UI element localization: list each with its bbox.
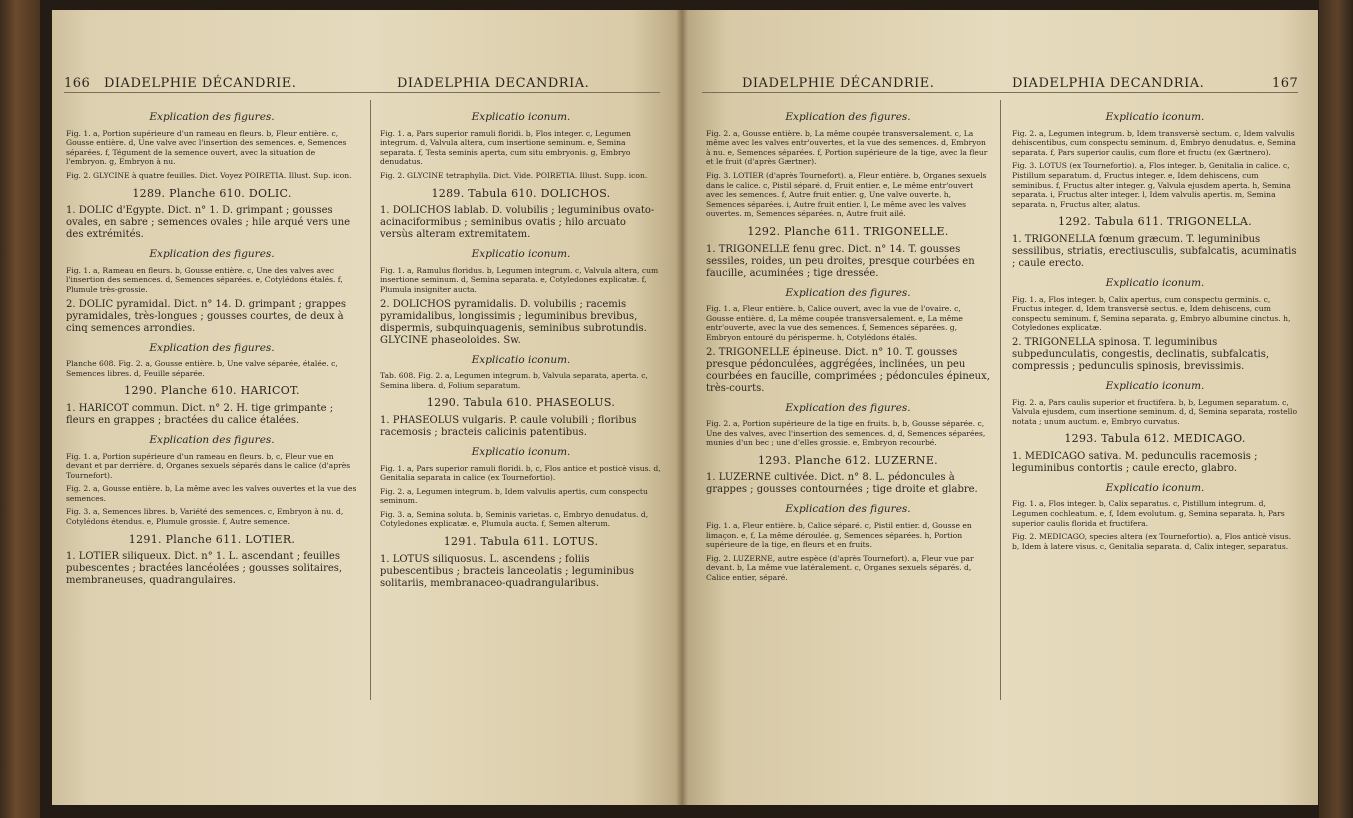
section-heading: 1289. Tabula 610. DOLICHOS. xyxy=(431,186,611,200)
explication-heading: Explication des figures. xyxy=(785,401,911,414)
right-column-rule xyxy=(1000,100,1001,700)
species-entry: 1. DOLIC d'Egypte. Dict. n° 1. D. grimpant ; gousses ovales, en sabre ; semences ovales ; hile arqué vers une des extrémités. xyxy=(66,205,351,241)
figure-caption: Fig. 2. a, Legumen integrum. b, Idem valvulis apertis, cum conspectu seminum. xyxy=(380,486,648,506)
section-heading: 1290. Planche 610. HARICOT. xyxy=(124,384,300,398)
left-col-la xyxy=(380,104,662,594)
figure-caption: Fig. 1. a, Pars superior ramuli floridi. b, Flos integer. c, Legumen integrum. d, Valvula altera, cum insertione seminum. e, Semina separata. f, Testa seminis aperta, cum situ embryonis. g, Embryo denudatus. xyxy=(380,128,631,167)
explication-heading: Explicatio iconum. xyxy=(1105,481,1205,494)
species-entry: 1. LUZERNE cultivée. Dict. n° 8. L. pédoncules à grappes ; gousses contournées ; tige droite et glabre. xyxy=(706,472,978,496)
left-header-fr: DIADELPHIE DÉCANDRIE. xyxy=(104,76,297,91)
right-col-fr xyxy=(706,104,990,587)
figure-caption: Fig. 1. a, Fleur entière. b, Calice ouvert, avec la vue de l'ovaire. c, Gousse entière. d, La même coupée transversalement. e, La même entr'ouverte, avec la vue des semences. f, Semences séparées. g, Embryon entouré du périsperme. h, Cotylédons étalés. xyxy=(706,304,963,342)
figure-caption: Fig. 1. a, Fleur entière. b, Calice séparé. c, Pistil entier. d, Gousse en limaçon. e, f, La même déroulée. g, Semences séparées. h, Portion supérieure de la tige, en fleurs et en fruits. xyxy=(706,521,972,550)
figure-caption: Fig. 3. a, Semences libres. b, Variété des semences. c, Embryon à nu. d, Cotylédons étendus. e, Plumule grossie. f, Autre semence. xyxy=(66,507,344,527)
figure-caption: Fig. 2. a, Portion supérieure de la tige en fruits. b, b, Gousse séparée. c, Une des valves, avec l'insertion des semences. d, d, Semences séparées, munies d'un bec ; une d'elles grossie. e, Embryon recourbé. xyxy=(706,419,986,448)
figure-caption: Fig. 1. a, Flos integer. b, Calix separatus. c, Pistillum integrum. d, Legumen cochleatum. e, f, Idem evolutum. g, Semina separata. h, Pars superior caulis florida et fructifera. xyxy=(1012,499,1285,528)
left-page xyxy=(52,10,682,805)
species-entry: 1. HARICOT commun. Dict. n° 2. H. tige grimpante ; fleurs en grappes ; bractées du calice étalées. xyxy=(66,402,334,426)
explication-heading: Explication des figures. xyxy=(149,433,275,446)
species-entry: 1. TRIGONELLE fenu grec. Dict. n° 14. T. gousses sessiles, roides, un peu droites, presque courbées en faucille, acuminées ; tige dressée. xyxy=(706,243,975,279)
explication-heading: Explicatio iconum. xyxy=(471,445,571,458)
explication-heading: Explicatio iconum. xyxy=(471,248,571,261)
explication-heading: Explication des figures. xyxy=(149,248,275,261)
book-cover-right xyxy=(1319,0,1353,818)
explication-heading: Explicatio iconum. xyxy=(1105,111,1205,123)
section-heading: 1289. Planche 610. DOLIC. xyxy=(132,186,292,200)
figure-caption: Fig. 3. LOTUS (ex Tournefortio). a, Flos integer. b, Genitalia in calice. c, Pistillum separatum. d, Fructus integer. e, Idem dehiscens, cum seminibus. f, Fructus alter integer. g, Valvula ejusdem aperta. h, Semina separata. i, Fructus alter integer. l, Idem valvulis apertis. m, Semina separata. n, Fructus alter, alatus. xyxy=(1012,161,1291,209)
figure-caption: Planche 608. Fig. 2. a, Gousse entière. b, Une valve séparée, étalée. c, Semences libres. d, Feuille séparée. xyxy=(66,359,338,378)
figure-caption: Fig. 1. a, Flos integer. b, Calix apertus, cum conspectu germinis. c, Fructus integer. d, Idem transversè sectus. e, Idem dehiscens, cum conspectu seminum. f, Semina separata. g, Embryo albumine cinctus. h, Cotyledones explicatæ. xyxy=(1012,294,1291,333)
species-entry: 2. DOLICHOS pyramidalis. D. volubilis ; racemis pyramidalibus, longissimis ; leguminibus brevibus, dispermis, subquinquagenis, seminibus subrotundis. GLYCINE phaseoloides. Sw. xyxy=(380,298,647,346)
right-header-la: DIADELPHIA DECANDRIA. xyxy=(1012,76,1205,91)
explication-heading: Explication des figures. xyxy=(785,286,911,299)
explication-heading: Explicatio iconum. xyxy=(1105,379,1205,392)
right-header-rule xyxy=(702,92,1298,93)
species-entry: 1. LOTIER siliqueux. Dict. n° 1. L. ascendant ; feuilles pubescentes ; bractées lancéolées ; gousses solitaires, membraneuses, quadrangulaires. xyxy=(66,551,343,587)
species-entry: 1. DOLICHOS lablab. D. volubilis ; leguminibus ovato-acinaciformibus ; seminibus ovatis ; hilo arcuato versùs alteram extremitatem. xyxy=(380,205,655,241)
figure-caption: Fig. 3. a, Semina soluta. b, Seminis varietas. c, Embryo denudatus. d, Cotyledones explicatæ. e, Plumula aucta. f, Semen alterum. xyxy=(380,509,649,529)
explication-heading: Explication des figures. xyxy=(149,111,275,123)
figure-caption: Fig. 2. a, Gousse entière. b, La même coupée transversalement. c, La même avec les valves entr'ouvertes, et la vue des semences. d, Embryon à nu. e, Semences séparées. f, Portion supérieure de la tige, avec la fleur et le fruit (d'après Gærtner). xyxy=(706,128,988,167)
figure-caption: Fig. 3. LOTIER (d'après Tournefort). a, Fleur entière. b, Organes sexuels dans le calice. c, Pistil séparé. d, Fruit entier. e, Le même entr'ouvert avec les semences. f, Autre fruit entier. g, Une valve ouverte. h, Semences séparées. i, Autre fruit entier. l, Le même avec les valves ouvertes. m, Semences séparées. n, Autre fruit ailé. xyxy=(706,170,987,219)
explication-heading: Explicatio iconum. xyxy=(1105,276,1205,289)
section-heading: 1291. Tabula 611. LOTUS. xyxy=(443,535,599,549)
left-page-number: 166 xyxy=(64,76,91,91)
explication-heading: Explication des figures. xyxy=(785,503,911,516)
book-cover-left xyxy=(0,0,40,818)
section-heading: 1293. Planche 612. LUZERNE. xyxy=(758,453,938,467)
species-entry: 1. TRIGONELLA fœnum græcum. T. leguminibus sessilibus, striatis, erectiusculis, subfalcatis, acuminatis ; caule erecto. xyxy=(1012,233,1297,269)
left-header-rule xyxy=(64,92,660,93)
explication-heading: Explication des figures. xyxy=(149,341,275,354)
section-heading: 1293. Tabula 612. MEDICAGO. xyxy=(1064,432,1246,446)
figure-caption: Fig. 2. a, Pars caulis superior et fructifera. b, b, Legumen separatum. c, Valvula ejusdem, cum insertione seminum. d, d, Semina separata, rostello notata ; unum auctum. e, Embryo curvatus. xyxy=(1012,397,1298,426)
right-header-fr: DIADELPHIE DÉCANDRIE. xyxy=(742,76,935,91)
figure-caption: Fig. 2. GLYCINE tetraphylla. Dict. Vide. POIRETIA. Illust. Supp. icon. xyxy=(380,170,648,180)
book-gutter xyxy=(676,10,688,805)
right-page xyxy=(682,10,1318,805)
species-entry: 1. MEDICAGO sativa. M. pedunculis racemosis ; leguminibus contortis ; caule erecto, glabro. xyxy=(1012,450,1258,474)
figure-caption: Fig. 2. a, Legumen integrum. b, Idem transversè sectum. c, Idem valvulis dehiscentibus, cum conspectu seminum. d, Embryo denudatus. e, Semina separata. f, Pars superior caulis, cum flore et fructu (ex Gærtnero). xyxy=(1012,128,1296,157)
left-column-rule xyxy=(370,100,371,700)
figure-caption: Fig. 1. a, Portion supérieure d'un rameau en fleurs. b, c, Fleur vue en devant et par derrière. d, Organes sexuels séparés dans le calice (d'après Tournefort). xyxy=(66,451,351,480)
section-heading: 1292. Tabula 611. TRIGONELLA. xyxy=(1058,215,1252,229)
explication-heading: Explicatio iconum. xyxy=(471,111,571,123)
figure-caption: Fig. 1. a, Rameau en fleurs. b, Gousse entière. c, Une des valves avec l'insertion des semences. d, Semences séparées. e, Cotylédons étalés. f, Plumule très-grossie. xyxy=(66,265,343,294)
figure-caption: Fig. 1. a, Portion supérieure d'un rameau en fleurs. b, Fleur entière. c, Gousse entière. d, Une valve avec l'insertion des semences. e, Semences séparées. f, Tégument de la semence ouvert, avec la situation de l'embryon. g, Embryon à nu. xyxy=(66,128,347,167)
right-col-la xyxy=(1012,104,1298,555)
figure-caption: Tab. 608. Fig. 2. a, Legumen integrum. b, Valvula separata, aperta. c, Semina libera. d, Folium separatum. xyxy=(380,371,648,390)
figure-caption: Fig. 2. LUZERNE, autre espèce (d'après Tournefort). a, Fleur vue par devant. b, La même vue latéralement. c, Organes sexuels séparés. d, Calice entier, séparé. xyxy=(706,553,974,583)
species-entry: 2. TRIGONELLA spinosa. T. leguminibus subpedunculatis, congestis, declinatis, subfalcatis, compressis ; pedunculis spinosis, brevissimis. xyxy=(1012,336,1270,372)
section-heading: 1291. Planche 611. LOTIER. xyxy=(128,532,296,546)
figure-caption: Fig. 2. MEDICAGO, species altera (ex Tournefortio). a, Flos anticè visus. b, Idem à latere visus. c, Genitalia separata. d, Calix integer, separatus. xyxy=(1012,532,1292,551)
figure-caption: Fig. 2. GLYCINE à quatre feuilles. Dict. Voyez POIRETIA. Illust. Sup. icon. xyxy=(66,170,352,180)
figure-caption: Fig. 2. a, Gousse entière. b, La même avec les valves ouvertes et la vue des semences. xyxy=(66,484,357,503)
section-heading: 1290. Tabula 610. PHASEOLUS. xyxy=(426,396,616,410)
explication-heading: Explication des figures. xyxy=(785,111,911,123)
species-entry: 2. TRIGONELLE épineuse. Dict. n° 10. T. gousses presque pédonculées, aggrégées, inclinées, un peu courbées en faucille, comprimées ; pédoncules épineux, très-courts. xyxy=(706,346,990,394)
section-heading: 1292. Planche 611. TRIGONELLE. xyxy=(747,224,949,238)
explication-heading: Explicatio iconum. xyxy=(471,353,571,366)
figure-caption: Fig. 1. a, Pars superior ramuli floridi. b, c, Flos antice et posticè visus. d, Genitalia separata in calice (ex Tournefortio). xyxy=(380,463,661,483)
right-page-number: 167 xyxy=(1272,76,1299,91)
species-entry: 1. LOTUS siliquosus. L. ascendens ; foliis pubescentibus ; bracteis lanceolatis ; leguminibus solitariis, membranaceo-quadrangularibus. xyxy=(380,553,634,589)
left-header-la: DIADELPHIA DECANDRIA. xyxy=(397,76,590,91)
figure-caption: Fig. 1. a, Ramulus floridus. b, Legumen integrum. c, Valvula altera, cum insertione seminum. d, Semina separata. e, Cotyledones explicatæ. f, Plumula insigniter aucta. xyxy=(380,265,659,294)
species-entry: 2. DOLIC pyramidal. Dict. n° 14. D. grimpant ; grappes pyramidales, très-longues ; gousses courtes, de deux à cinq semences arrondies. xyxy=(66,298,347,334)
left-col-fr xyxy=(66,104,358,591)
species-entry: 1. PHASEOLUS vulgaris. P. caule volubili ; floribus racemosis ; bracteis calicinis patentibus. xyxy=(380,414,637,438)
